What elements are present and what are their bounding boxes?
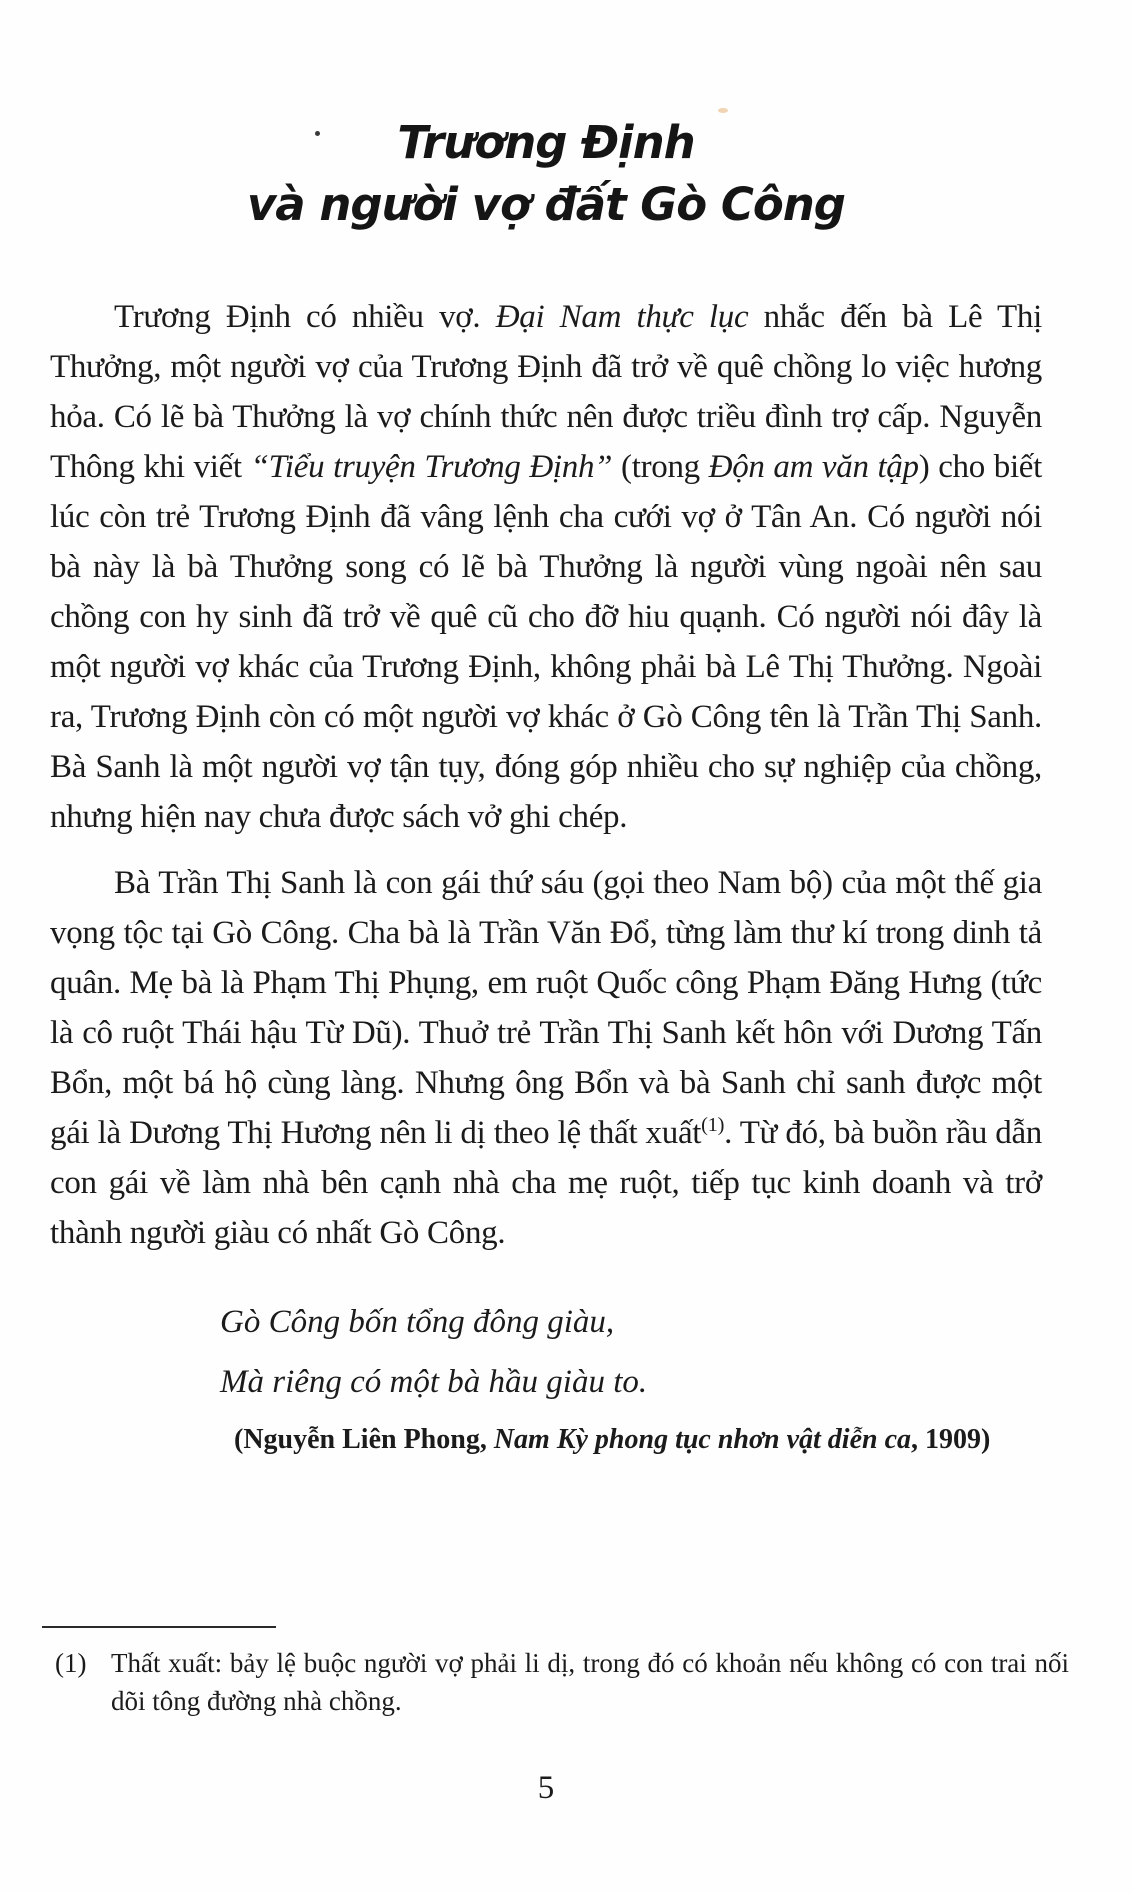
text-segment: (trong	[612, 449, 709, 485]
verse-line-2: Mà riêng có một bà hầu giàu to.	[220, 1364, 648, 1400]
body-text	[50, 292, 1042, 1258]
citation-author: (Nguyễn Liên Phong,	[234, 1424, 494, 1455]
text-block	[50, 0, 1042, 1460]
citation-year: , 1909)	[911, 1424, 991, 1455]
verse-quote	[220, 1292, 1042, 1412]
verse-citation	[234, 1420, 1042, 1460]
italic-work-title: Độn am văn tập	[708, 449, 919, 485]
text-segment: Trương Định có nhiều vợ.	[114, 299, 496, 335]
footnote-separator	[42, 1626, 276, 1628]
footnote-text: Thất xuất: bảy lệ buộc người vợ phải li dị, trong đó có khoản nếu không có con trai nối dõi tông đường nhà chồng.	[111, 1648, 1069, 1716]
text-segment: . Từ đó, bà buồn rầu dẫn con gái về làm nhà bên cạnh nhà cha mẹ ruột, tiếp tục kinh doanh và trở thành người giàu có nhất Gò Công.	[50, 1115, 1042, 1251]
text-segment: ) cho biết lúc còn trẻ Trương Định đã vâng lệnh cha cưới vợ ở Tân An. Có người nói bà này là bà Thưởng song có lẽ bà Thưởng là người vùng ngoài nên sau chồng con hy sinh đã trở về quê cũ cho đỡ hiu quạnh. Có người nói đây là một người vợ khác của Trương Định, không phải bà Lê Thị Thưởng. Ngoài ra, Trương Định còn có một người vợ khác ở Gò Công tên là Trần Thị Sanh. Bà Sanh là một người vợ tận tụy, đóng góp nhiều cho sự nghiệp của chồng, nhưng hiện nay chưa được sách vở ghi chép.	[50, 449, 1043, 835]
paragraph-2	[50, 858, 1042, 1258]
italic-work-title: “Tiểu truyện Trương Định”	[250, 449, 613, 485]
text-segment: nhắc đến bà Lê Thị Thưởng, một người vợ của Trương Định đã trở về quê chồng lo việc hương hỏa. Có lẽ bà Thưởng là vợ chính thức nên được triều đình trợ cấp. Nguyễn Thông khi viết	[50, 299, 1042, 485]
chapter-title-line-2: và người vợ đất Gò Công	[246, 178, 846, 231]
footnote	[55, 1644, 1069, 1720]
text-segment: Bà Trần Thị Sanh là con gái thứ sáu (gọi theo Nam bộ) của một thế gia vọng tộc tại Gò Công. Cha bà là Trần Văn Đổ, từng làm thư kí trong dinh tả quân. Mẹ bà là Phạm Thị Phụng, em ruột Quốc công Phạm Đăng Hưng (tức là cô ruột Thái hậu Từ Dũ). Thuở trẻ Trần Thị Sanh kết hôn với Dương Tấn Bổn, một bá hộ cùng làng. Nhưng ông Bổn và bà Sanh chỉ sanh được một gái là Dương Thị Hương nên li dị theo lệ thất xuất	[50, 865, 1042, 1151]
page-number: 5	[537, 1770, 555, 1806]
citation-work-title: Nam Kỳ phong tục nhơn vật diễn ca	[493, 1424, 912, 1455]
footnote-reference: (1)	[701, 1114, 725, 1136]
footnote-marker: (1)	[55, 1648, 87, 1678]
verse-line-1: Gò Công bốn tổng đông giàu,	[220, 1304, 615, 1340]
italic-work-title: Đại Nam thực lục	[495, 299, 749, 335]
paragraph-1	[50, 292, 1042, 842]
chapter-title	[50, 112, 1042, 236]
chapter-title-line-1: Trương Định	[397, 116, 695, 169]
